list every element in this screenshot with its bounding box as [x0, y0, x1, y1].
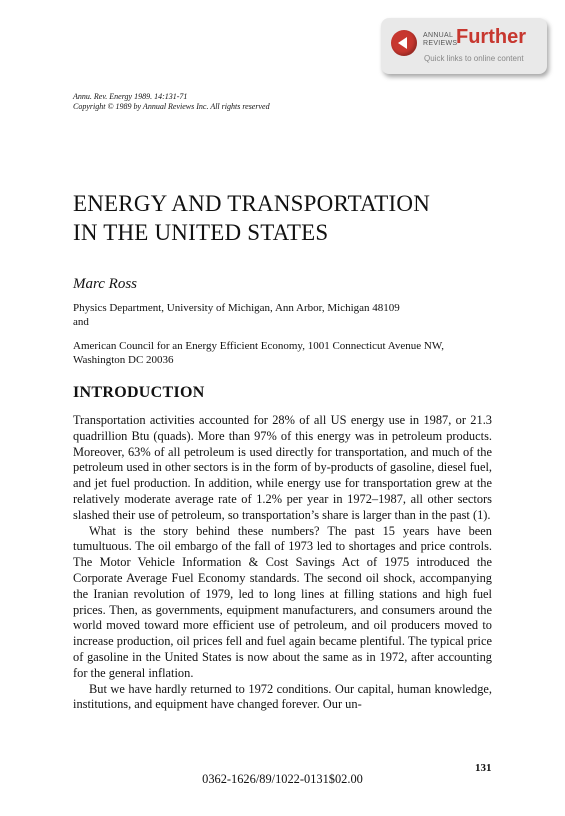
- article-title: [73, 189, 430, 247]
- title-line-2: IN THE UNITED STATES: [73, 220, 329, 245]
- annual-label: ANNUAL: [423, 32, 454, 39]
- banner-tagline: Quick links to online content: [424, 54, 524, 63]
- further-label: Further: [456, 26, 526, 48]
- footer-code: 0362-1626/89/1022-0131$02.00: [202, 772, 363, 786]
- annual-reviews-label: [423, 32, 457, 48]
- paragraph: What is the story behind these numbers? The past 15 years have been tumultuous. The oil embargo of the fall of 1973 led to shortages and price controls. The Motor Vehicle Information & Cost Savings Act of 1975 introduced the Corporate Average Fuel Economy standards. The second oil shock, accompanying the Iranian revolution of 1979, led to long lines at filling stations and high fuel prices. Then, as governments, equipment manufacturers, and consumers around the world moved toward more efficient use of petroleum, and oil producers moved to increase production, oil prices fell and fuel again became plentiful. The typical price of gasoline in the United States is now about the same as in 1972, after accounting for the general inflation.: [73, 523, 492, 680]
- body-text: [73, 413, 492, 713]
- affiliation-2: [73, 340, 493, 367]
- affiliation-2-line-1: American Council for an Energy Efficient Economy, 1001 Connecticut Avenue NW,: [73, 340, 444, 352]
- section-heading: INTRODUCTION: [73, 384, 205, 401]
- journal-citation: [73, 92, 270, 112]
- annual-reviews-further-banner[interactable]: [381, 18, 547, 74]
- affiliation-1-line-1: Physics Department, University of Michigan, Ann Arbor, Michigan 48109: [73, 302, 400, 314]
- affiliation-2-line-2: Washington DC 20036: [73, 353, 174, 366]
- copyright-line: Copyright © 1989 by Annual Reviews Inc. All rights reserved: [73, 102, 270, 111]
- author-name: Marc Ross: [73, 276, 138, 292]
- paragraph: But we have hardly returned to 1972 conditions. Our capital, human knowledge, institutions, and equipment have changed forever. Our un-: [73, 681, 492, 712]
- paragraph: Transportation activities accounted for 28% of all US energy use in 1987, or 21.3 quadrillion Btu (quads). More than 97% of this energy was in petroleum products. Moreover, 63% of all petroleum is used directly for transportation, and much of the petroleum used in other sectors is in the form of by-products of gasoline, diesel fuel, and jet fuel production. In addition, while energy use for transportation grew at the relatively moderate average rate of 1.2% per year in 1972–1987, all other sectors slashed their use of petroleum, so transportation’s share is larger than in the past (1).: [73, 413, 492, 522]
- title-line-1: ENERGY AND TRANSPORTATION: [73, 191, 431, 216]
- page-number: 131: [475, 762, 492, 774]
- citation-line: Annu. Rev. Energy 1989. 14:131-71: [73, 92, 188, 101]
- reviews-label: REVIEWS: [423, 40, 458, 47]
- back-arrow-icon: [391, 30, 417, 56]
- arrow-left-icon: [398, 37, 407, 49]
- affiliation-1: [73, 302, 493, 329]
- affiliation-1-line-2: and: [73, 315, 89, 328]
